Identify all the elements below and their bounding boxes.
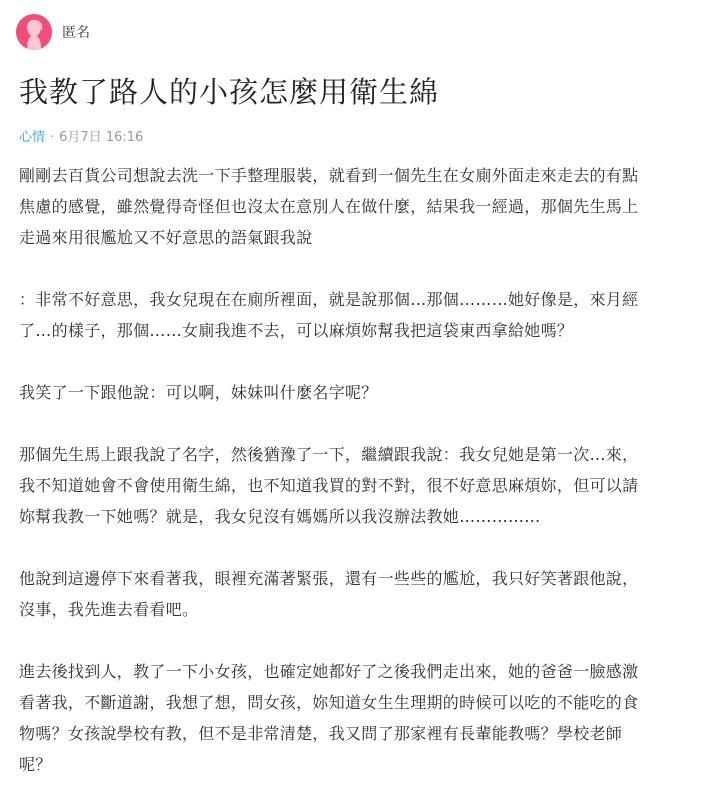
text-line: 剛剛去百貨公司想說去洗一下手整理服裝，就看到一個先生在女廁外面走來走去的有點 <box>19 166 639 185</box>
post-title: 我教了路人的小孩怎麼用衛生綿 <box>19 75 440 109</box>
paragraph <box>19 439 691 532</box>
paragraph <box>19 656 691 780</box>
text-line: 焦慮的感覺，雖然覺得奇怪但也沒太在意別人在做什麼，結果我一經過，那個先生馬上 <box>19 197 639 216</box>
text-line: 我不知道她會不會使用衛生綿，也不知道我買的對不對，很不好意思麻煩妳，但可以請 <box>19 476 639 495</box>
avatar[interactable] <box>16 14 52 50</box>
author-name[interactable]: 匿名 <box>62 25 90 41</box>
post-meta <box>19 126 143 145</box>
text-line: 物嗎？女孩說學校有教，但不是非常清楚，我又問了那家裡有長輩能教嗎？學校老師 <box>19 724 623 743</box>
text-line: 那個先生馬上跟我說了名字，然後猶豫了一下，繼續跟我說：我女兒她是第一次…來， <box>19 445 639 464</box>
paragraph <box>19 377 691 408</box>
text-line: 沒事，我先進去看看吧。 <box>19 600 199 619</box>
text-line: 他說到這邊停下來看著我，眼裡充滿著緊張，還有一些些的尷尬，我只好笑著跟他說， <box>19 569 639 588</box>
paragraph <box>19 160 691 253</box>
board-link[interactable]: 心情 <box>19 130 46 145</box>
text-line: 妳幫我教一下她嗎？就是，我女兒沒有媽媽所以我沒辦法教她…………… <box>19 507 541 526</box>
text-line: 我笑了一下跟他說：可以啊，妹妹叫什麼名字呢？ <box>19 383 378 402</box>
text-line: 看著我，不斷道謝，我想了想，問女孩，妳知道女生生理期的時候可以吃的不能吃的食 <box>19 693 639 712</box>
anonymous-female-avatar-icon <box>16 14 52 50</box>
text-line: 進去後找到人，教了一下小女孩，也確定她都好了之後我們走出來，她的爸爸一臉感激 <box>19 662 639 681</box>
post-date: 6月7日 16:16 <box>59 130 144 145</box>
paragraph <box>19 563 691 625</box>
text-line: 走過來用很尷尬又不好意思的語氣跟我說 <box>19 228 313 247</box>
post-header <box>16 14 90 50</box>
meta-separator: · <box>50 130 55 145</box>
text-line: 呢？ <box>19 755 52 774</box>
paragraph <box>19 284 691 346</box>
text-line: ：非常不好意思，我女兒現在在廁所裡面，就是說那個…那個………她好像是，來月經 <box>19 290 639 309</box>
text-line: 了…的樣子，那個……女廁我進不去，可以麻煩妳幫我把這袋東西拿給她嗎？ <box>19 321 574 340</box>
post-content <box>19 160 691 811</box>
